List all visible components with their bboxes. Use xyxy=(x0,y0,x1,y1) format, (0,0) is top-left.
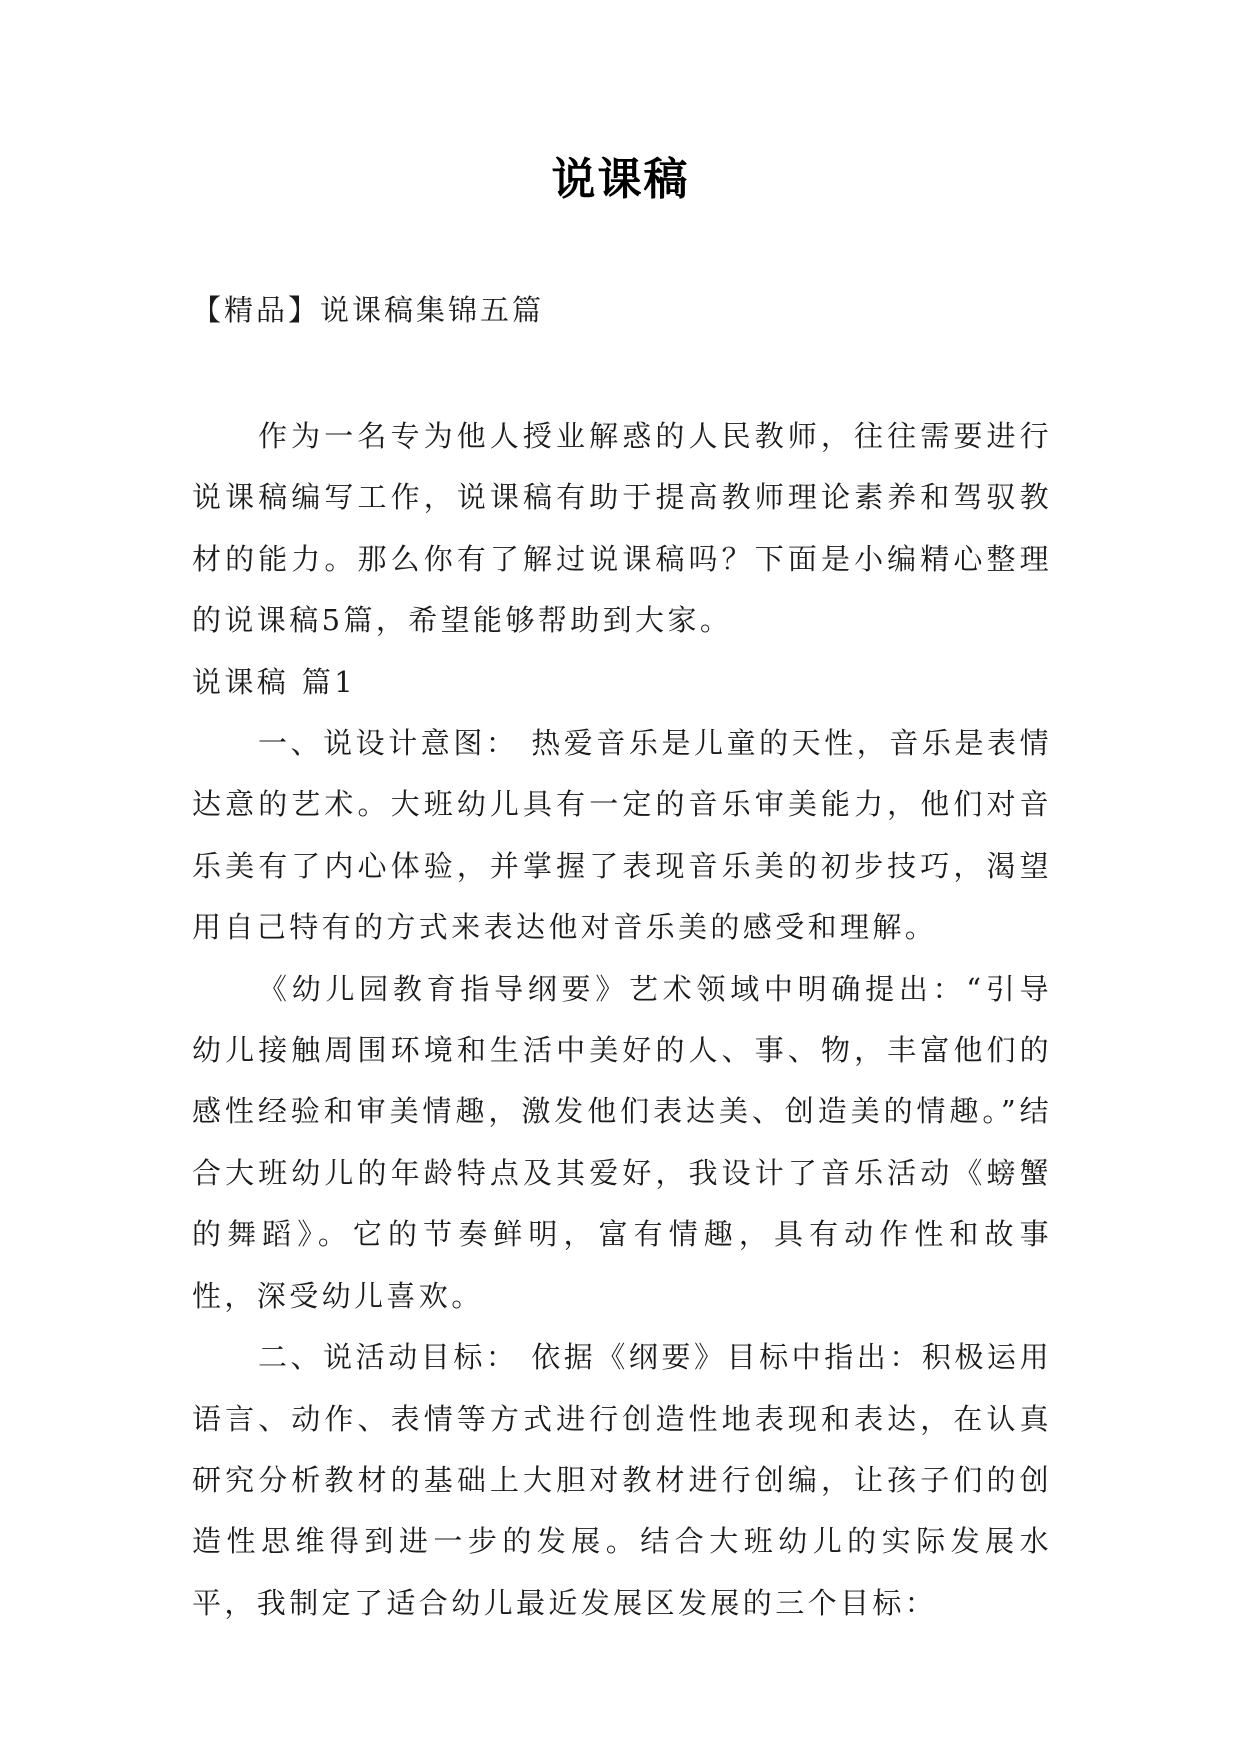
guideline-paragraph: 《幼儿园教育指导纲要》艺术领域中明确提出：“引导幼儿接触周围环境和生活中美好的人、事、物，丰富他们的感性经验和审美情趣，激发他们表达美、创造美的情趣。”结合大班幼儿的年龄特点及其爱好，我设计了音乐活动《螃蟹的舞蹈》。它的节奏鲜明，富有情趣，具有动作性和故事性，深受幼儿喜欢。 xyxy=(192,971,1052,1313)
design-intent-paragraph: 一、说设计意图： 热爱音乐是儿童的天性，音乐是表情达意的艺术。大班幼儿具有一定的音乐审美能力，他们对音乐美有了内心体验，并掌握了表现音乐美的初步技巧，渴望用自己特有的方式来表达他对音乐美的感受和理解。 xyxy=(192,726,1052,945)
document-body xyxy=(192,406,1052,1634)
section-heading-part-1: 说课稿 篇1 xyxy=(192,664,357,699)
intro-paragraph: 作为一名专为他人授业解惑的人民教师，往往需要进行说课稿编写工作，说课稿有助于提高教师理论素养和驾驭教材的能力。那么你有了解过说课稿吗？下面是小编精心整理的说课稿5篇，希望能够帮助到大家。 xyxy=(192,419,1052,638)
document-subtitle: 【精品】说课稿集锦五篇 xyxy=(192,293,545,327)
document-title: 说课稿 xyxy=(551,154,690,205)
activity-goals-paragraph: 二、说活动目标： 依据《纲要》目标中指出：积极运用语言、动作、表情等方式进行创造性地表现和表达，在认真研究分析教材的基础上大胆对教材进行创编，让孩子们的创造性思维得到进一步的发展。结合大班幼儿的实际发展水平，我制定了适合幼儿最近发展区发展的三个目标： xyxy=(192,1340,1052,1620)
